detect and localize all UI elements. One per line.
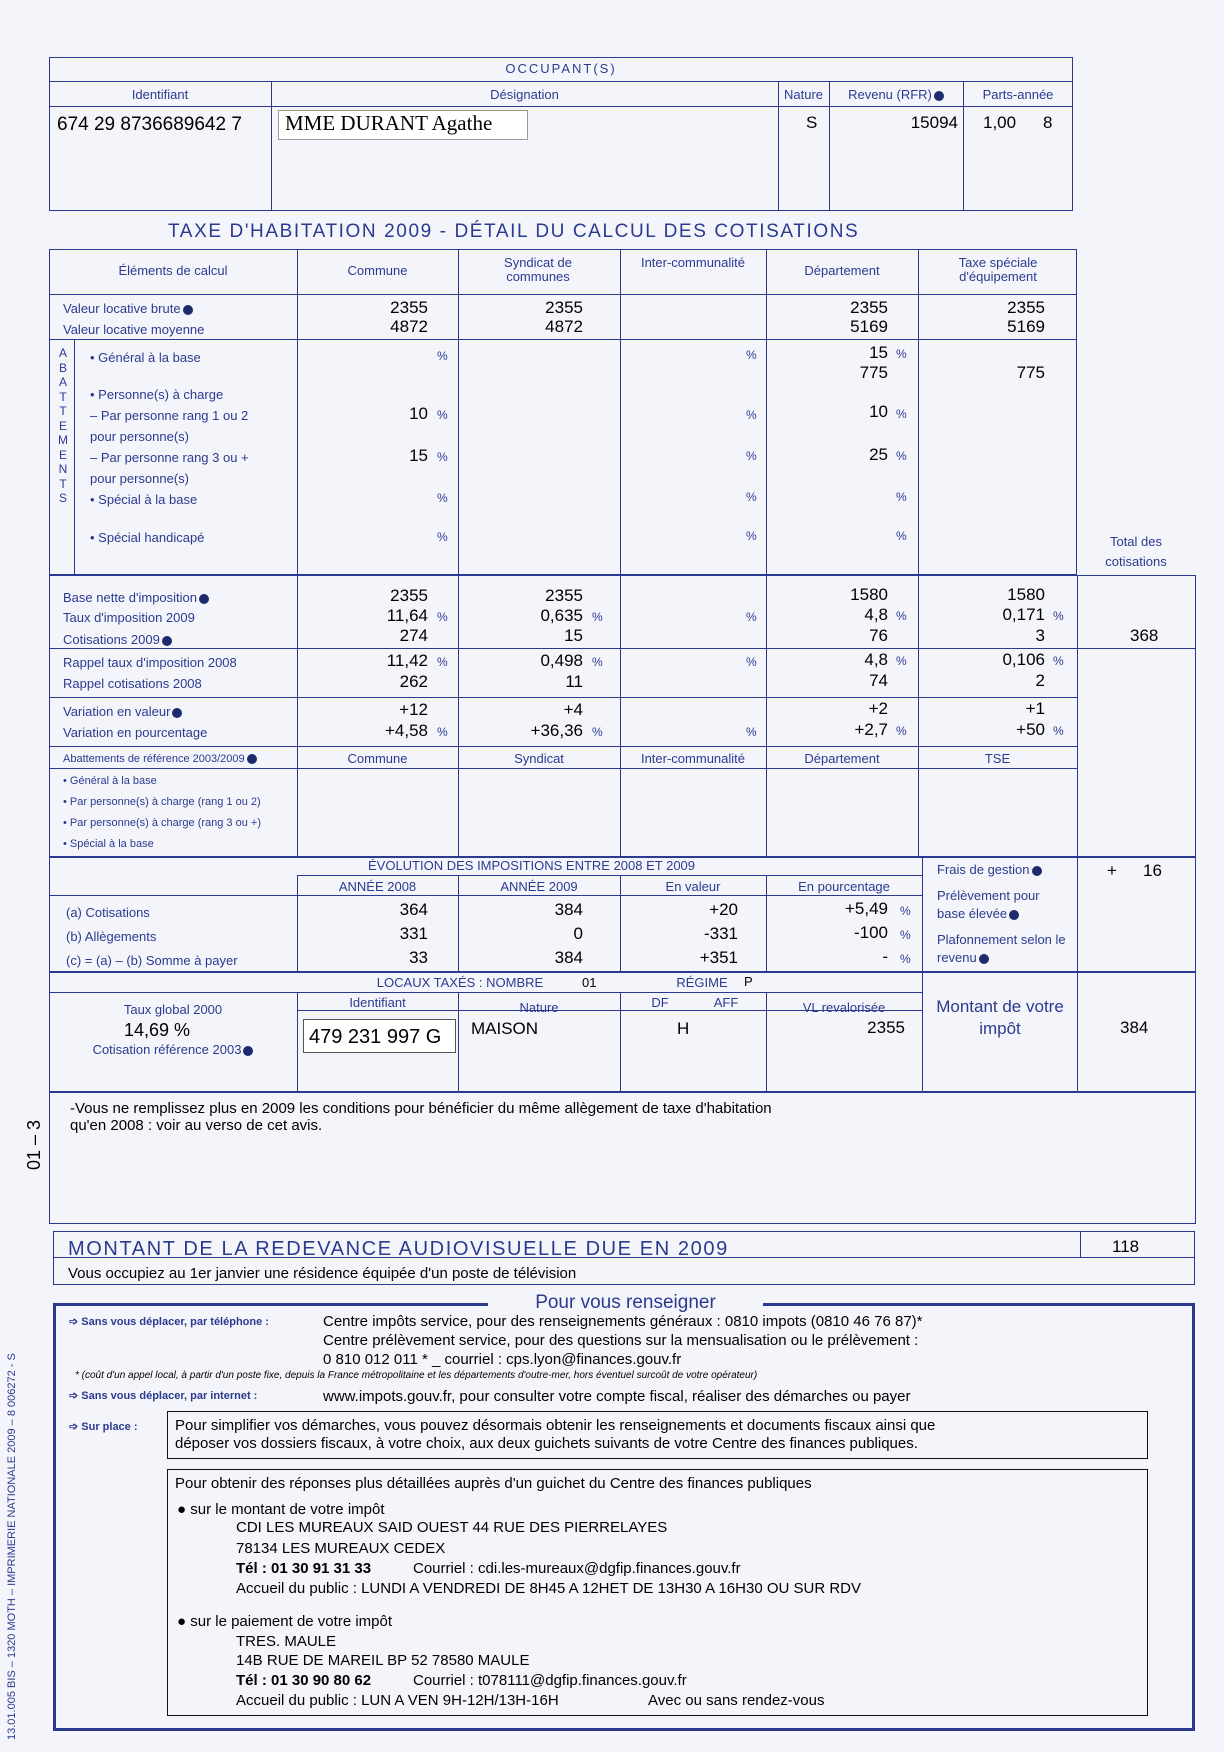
- cot-departement: 76: [869, 626, 888, 645]
- rappel-taux-syndicat: 0,498: [540, 651, 583, 670]
- total-label: Total des cotisations: [1105, 534, 1167, 569]
- evo-row-label: (b) Allègements: [66, 929, 157, 944]
- paiement-accueil: Accueil du public : LUN A VEN 9H-12H/13H-16H: [236, 1692, 559, 1709]
- pct-sign: %: [437, 610, 448, 624]
- pct-sign: %: [437, 725, 448, 739]
- tel-line: Centre impôts service, pour des renseignements généraux : 0810 impots (0810 46 76 87)*: [323, 1313, 923, 1330]
- base-departement: 1580: [850, 585, 888, 604]
- pct-sign: %: [896, 490, 907, 504]
- cot-commune: 274: [399, 626, 428, 645]
- evo-valeur: +351: [699, 948, 738, 967]
- guichet-intro: Pour obtenir des réponses plus détaillées auprès d'un guichet du Centre des finances publiques: [175, 1475, 812, 1492]
- occupant-parts: 1,00: [983, 113, 1017, 132]
- montant-bullet: ● sur le montant de votre impôt: [177, 1501, 385, 1518]
- pct-sign: %: [437, 349, 448, 363]
- evo-2008: 364: [399, 900, 428, 919]
- locaux-col-identifiant: Identifiant: [349, 995, 406, 1010]
- evo-2009: 384: [554, 900, 583, 919]
- redevance-title: MONTANT DE LA REDEVANCE AUDIOVISUELLE DUE EN 2009: [68, 1238, 729, 1260]
- evo-pct: -: [882, 947, 888, 966]
- abattements-vertical-label: ABATTEMENTS: [58, 346, 68, 505]
- abat-ref-item: • Spécial à la base: [63, 838, 154, 850]
- evo-2009: 0: [573, 924, 583, 943]
- locaux-nombre: 01: [582, 975, 597, 990]
- taux-departement: 4,8: [864, 605, 888, 624]
- pct-sign: %: [746, 348, 757, 362]
- locaux-col-aff: AFF: [713, 995, 739, 1010]
- abat-ref-col-inter: Inter-communalité: [640, 751, 746, 766]
- abat-rang12: – Par personne rang 1 ou 2: [90, 408, 249, 423]
- occupant-revenu: 15094: [910, 113, 958, 132]
- locaux-nature: MAISON: [471, 1019, 539, 1038]
- abat-ref-col-syndicat: Syndicat: [514, 751, 564, 766]
- internet-label: ➩ Sans vous déplacer, par internet :: [69, 1390, 258, 1402]
- prelevement-label: Prélèvement pour base élevée: [937, 888, 1040, 921]
- abat-dept-rang12: 10: [869, 402, 888, 421]
- var-valeur-departement: +2: [868, 699, 888, 718]
- side-print-text: 13.01.005 BIS – 1320 MOTH – IMPRIMERIE NATIONALE 2009 – 8 006272 - S: [6, 1353, 18, 1740]
- evo-col-2009: ANNÉE 2009: [500, 879, 578, 894]
- base-syndicat: 2355: [545, 586, 583, 605]
- abat-dept-general-pct: 15: [869, 343, 888, 362]
- pct-sign: %: [437, 450, 448, 464]
- brute-tse: 2355: [1007, 298, 1045, 317]
- taux-syndicat: 0,635: [540, 606, 583, 625]
- brute-departement: 2355: [850, 298, 888, 317]
- var-valeur-syndicat: +4: [563, 700, 583, 719]
- label-valeur-brute: Valeur locative brute: [63, 301, 193, 316]
- rappel-taux-commune: 11,42: [386, 651, 428, 670]
- side-page-number: 01 – 3: [24, 1119, 44, 1170]
- abat-ref-item: • Général à la base: [63, 775, 157, 787]
- pct-sign: %: [896, 407, 907, 421]
- abat-commune-rang3: 15: [409, 446, 428, 465]
- header-nature: Nature: [783, 87, 824, 102]
- abat-ref-item: • Par personne(s) à charge (rang 1 ou 2): [63, 796, 261, 808]
- tel-footnote: * (coût d'un appel local, à partir d'un poste fixe, depuis la France métropolitaine et les départements d'outre-mer, hors éventuel surcoût de votre opérateur): [75, 1370, 758, 1381]
- locaux-title: LOCAUX TAXÉS : NOMBRE: [376, 975, 544, 990]
- moyenne-departement: 5169: [850, 317, 888, 336]
- pct-sign: %: [746, 449, 757, 463]
- occupant-identifiant: 674 29 8736689642 7: [57, 114, 242, 135]
- pct-sign: %: [592, 610, 603, 624]
- col-inter: Inter-communalité: [640, 255, 746, 270]
- pct-sign: %: [746, 529, 757, 543]
- abat-tse-general-val: 775: [1016, 363, 1045, 382]
- pct-sign: %: [746, 610, 757, 624]
- note-text: -Vous ne remplissez plus en 2009 les conditions pour bénéficier du même allègement de taxe d'habitation qu'en 2008 : voir au verso de cet avis.: [70, 1100, 772, 1134]
- occupants-title: OCCUPANT(S): [505, 61, 617, 76]
- abat-commune-rang12: 10: [409, 404, 428, 423]
- locaux-col-nature: Nature: [519, 1000, 559, 1015]
- col-departement: Département: [804, 263, 880, 278]
- abat-ref-title: Abattements de référence 2003/2009: [63, 752, 257, 767]
- frais-gestion-value: 16: [1143, 861, 1162, 880]
- evo-col-valeur: En valeur: [665, 879, 721, 894]
- abat-ref-col-departement: Département: [804, 751, 880, 766]
- label-var-valeur: Variation en valeur: [63, 704, 182, 719]
- tel-line: 0 810 012 011 * _ courriel : cps.lyon@finances.gouv.fr: [323, 1351, 682, 1368]
- var-pct-tse: +50: [1016, 720, 1045, 739]
- pct-sign: %: [746, 408, 757, 422]
- pct-sign: %: [900, 952, 911, 966]
- header-designation: Désignation: [490, 87, 559, 102]
- pct-sign: %: [896, 724, 907, 738]
- abat-general: • Général à la base: [90, 350, 201, 365]
- evo-pct: +5,49: [844, 899, 888, 918]
- pct-sign: %: [746, 725, 757, 739]
- var-valeur-commune: +12: [399, 700, 428, 719]
- montant-line: CDI LES MUREAUX SAID OUEST 44 RUE DES PIERRELAYES: [236, 1519, 668, 1536]
- abat-ref-col-tse: TSE: [984, 751, 1011, 766]
- occupant-nature: S: [806, 113, 818, 132]
- pct-sign: %: [896, 654, 907, 668]
- cot-total: 368: [1130, 626, 1159, 645]
- pct-sign: %: [437, 408, 448, 422]
- label-rappel-taux: Rappel taux d'imposition 2008: [63, 655, 237, 670]
- taux-tse: 0,171: [1002, 605, 1045, 624]
- var-valeur-tse: +1: [1025, 699, 1045, 718]
- side-print-code: [2, 1100, 22, 1740]
- brute-commune: 2355: [390, 298, 428, 317]
- header-identifiant: Identifiant: [131, 87, 189, 102]
- var-pct-commune: +4,58: [384, 721, 428, 740]
- label-taux: Taux d'imposition 2009: [63, 610, 195, 625]
- paiement-rdv: Avec ou sans rendez-vous: [648, 1692, 825, 1709]
- evo-col-pct: En pourcentage: [798, 879, 890, 894]
- label-valeur-moyenne: Valeur locative moyenne: [63, 322, 205, 337]
- renseigner-title: Pour vous renseigner: [535, 1292, 716, 1313]
- evo-valeur: +20: [709, 900, 738, 919]
- evo-valeur: -331: [703, 924, 738, 943]
- pct-sign: %: [896, 609, 907, 623]
- rappel-cot-tse: 2: [1035, 671, 1045, 690]
- pct-sign: %: [1053, 609, 1064, 623]
- paiement-line: TRES. MAULE: [236, 1633, 337, 1650]
- frais-gestion-label: Frais de gestion: [937, 862, 1042, 877]
- locaux-col-vl: VL revalorisée: [802, 1000, 886, 1015]
- pct-sign: %: [746, 655, 757, 669]
- tel-line: Centre prélèvement service, pour des questions sur la mensualisation ou le prélèvement :: [323, 1332, 919, 1349]
- locaux-identifiant: 479 231 997 G: [309, 1026, 442, 1048]
- plafonnement-label: Plafonnement selon le revenu: [937, 932, 1066, 965]
- evo-row-label: (c) = (a) – (b) Somme à payer: [66, 953, 238, 968]
- abat-dept-general-val: 775: [859, 363, 888, 382]
- abat-dept-rang3: 25: [869, 445, 888, 464]
- montant-label: Montant de votre impôt: [936, 997, 1064, 1038]
- tel-label: ➩ Sans vous déplacer, par téléphone :: [69, 1316, 269, 1328]
- base-tse: 1580: [1007, 585, 1045, 604]
- internet-text: www.impots.gouv.fr, pour consulter votre compte fiscal, réaliser des démarches ou payer: [323, 1388, 911, 1405]
- moyenne-syndicat: 4872: [545, 317, 583, 336]
- pct-sign: %: [437, 655, 448, 669]
- abat-pour1: pour personne(s): [90, 429, 189, 444]
- occupant-parts-extra: 8: [1043, 113, 1053, 132]
- evo-2009: 384: [554, 948, 583, 967]
- montant-value: 384: [1120, 1018, 1149, 1037]
- evo-2008: 33: [409, 948, 428, 967]
- label-rappel-cot: Rappel cotisations 2008: [63, 676, 202, 691]
- montant-tel: Tél : 01 30 91 31 33: [236, 1560, 372, 1577]
- montant-accueil: Accueil du public : LUNDI A VENDREDI DE 8H45 A 12HET DE 13H30 A 16H30 OU SUR RDV: [236, 1580, 862, 1597]
- pct-sign: %: [896, 347, 907, 361]
- pct-sign: %: [896, 529, 907, 543]
- occupant-designation: MME DURANT Agathe: [285, 111, 493, 135]
- abat-rang3: – Par personne rang 3 ou +: [90, 450, 249, 465]
- pct-sign: %: [896, 449, 907, 463]
- abat-personnes: • Personne(s) à charge: [90, 387, 224, 402]
- pct-sign: %: [746, 490, 757, 504]
- header-parts: Parts-année: [982, 87, 1054, 102]
- rappel-cot-departement: 74: [869, 671, 888, 690]
- cot-tse: 3: [1035, 626, 1045, 645]
- taux-commune: 11,64: [386, 606, 428, 625]
- col-commune: Commune: [347, 263, 408, 278]
- main-title: TAXE D'HABITATION 2009 - DÉTAIL DU CALCUL DES COTISATIONS: [168, 221, 860, 242]
- abat-special: • Spécial à la base: [90, 492, 198, 507]
- redevance-value: 118: [1112, 1237, 1140, 1256]
- evo-2008: 331: [399, 924, 428, 943]
- rappel-taux-tse: 0,106: [1002, 650, 1045, 669]
- rappel-taux-departement: 4,8: [864, 650, 888, 669]
- locaux-aff: H: [677, 1019, 690, 1038]
- label-cotisations: Cotisations 2009: [63, 632, 172, 647]
- place-line: déposer vos dossiers fiscaux, à votre choix, aux deux guichets suivants de votre Centre des finances publiques.: [175, 1435, 918, 1452]
- montant-mail: Courriel : cdi.les-mureaux@dgfip.finances.gouv.fr: [413, 1560, 741, 1577]
- abat-handicape: • Spécial handicapé: [90, 530, 205, 545]
- col-elements: Éléments de calcul: [118, 263, 228, 278]
- taux-global-label: Taux global 2000: [123, 1002, 223, 1017]
- col-tse: Taxe spéciale d'équipement: [958, 255, 1038, 284]
- paiement-line: 14B RUE DE MAREIL BP 52 78580 MAULE: [236, 1652, 530, 1669]
- pct-sign: %: [900, 904, 911, 918]
- frais-gestion-sign: +: [1107, 861, 1117, 880]
- cotisation-ref-label: Cotisation référence 2003: [49, 1043, 297, 1057]
- base-commune: 2355: [390, 586, 428, 605]
- rappel-cot-commune: 262: [399, 672, 428, 691]
- label-base-nette: Base nette d'imposition: [63, 590, 209, 605]
- pct-sign: %: [437, 530, 448, 544]
- col-syndicat: Syndicat de communes: [504, 255, 572, 284]
- place-line: Pour simplifier vos démarches, vous pouvez désormais obtenir les renseignements et documents fiscaux ainsi que: [175, 1417, 936, 1434]
- locaux-regime: P: [744, 974, 753, 989]
- paiement-bullet: ● sur le paiement de votre impôt: [177, 1613, 393, 1630]
- paiement-mail: Courriel : t078111@dgfip.finances.gouv.fr: [413, 1672, 687, 1689]
- locaux-vl: 2355: [867, 1018, 905, 1037]
- evo-row-label: (a) Cotisations: [66, 905, 150, 920]
- redevance-subtitle: Vous occupiez au 1er janvier une résidence équipée d'un poste de télévision: [68, 1265, 577, 1282]
- var-pct-syndicat: +36,36: [530, 721, 583, 740]
- evolution-title: ÉVOLUTION DES IMPOSITIONS ENTRE 2008 ET 2009: [367, 858, 696, 873]
- place-label: ➩ Sur place :: [69, 1421, 138, 1433]
- pct-sign: %: [1053, 724, 1064, 738]
- brute-syndicat: 2355: [545, 298, 583, 317]
- abat-pour2: pour personne(s): [90, 471, 189, 486]
- pct-sign: %: [437, 491, 448, 505]
- pct-sign: %: [592, 725, 603, 739]
- pct-sign: %: [1053, 654, 1064, 668]
- header-revenu: Revenu (RFR): [829, 88, 963, 102]
- var-pct-departement: +2,7: [854, 720, 888, 739]
- abat-ref-col-commune: Commune: [347, 751, 408, 766]
- moyenne-commune: 4872: [390, 317, 428, 336]
- evo-col-2008: ANNÉE 2008: [338, 879, 417, 894]
- paiement-tel: Tél : 01 30 90 80 62: [236, 1672, 372, 1689]
- label-var-pct: Variation en pourcentage: [63, 725, 208, 740]
- locaux-col-df: DF: [651, 995, 669, 1010]
- montant-line: 78134 LES MUREAUX CEDEX: [236, 1540, 446, 1557]
- rappel-cot-syndicat: 11: [565, 672, 583, 691]
- moyenne-tse: 5169: [1007, 317, 1045, 336]
- abat-ref-item: • Par personne(s) à charge (rang 3 ou +): [63, 817, 261, 829]
- cot-syndicat: 15: [564, 626, 583, 645]
- pct-sign: %: [592, 655, 603, 669]
- taux-global-value: 14,69 %: [124, 1020, 191, 1040]
- pct-sign: %: [900, 928, 911, 942]
- locaux-regime-label: RÉGIME: [676, 975, 728, 990]
- evo-pct: -100: [853, 923, 888, 942]
